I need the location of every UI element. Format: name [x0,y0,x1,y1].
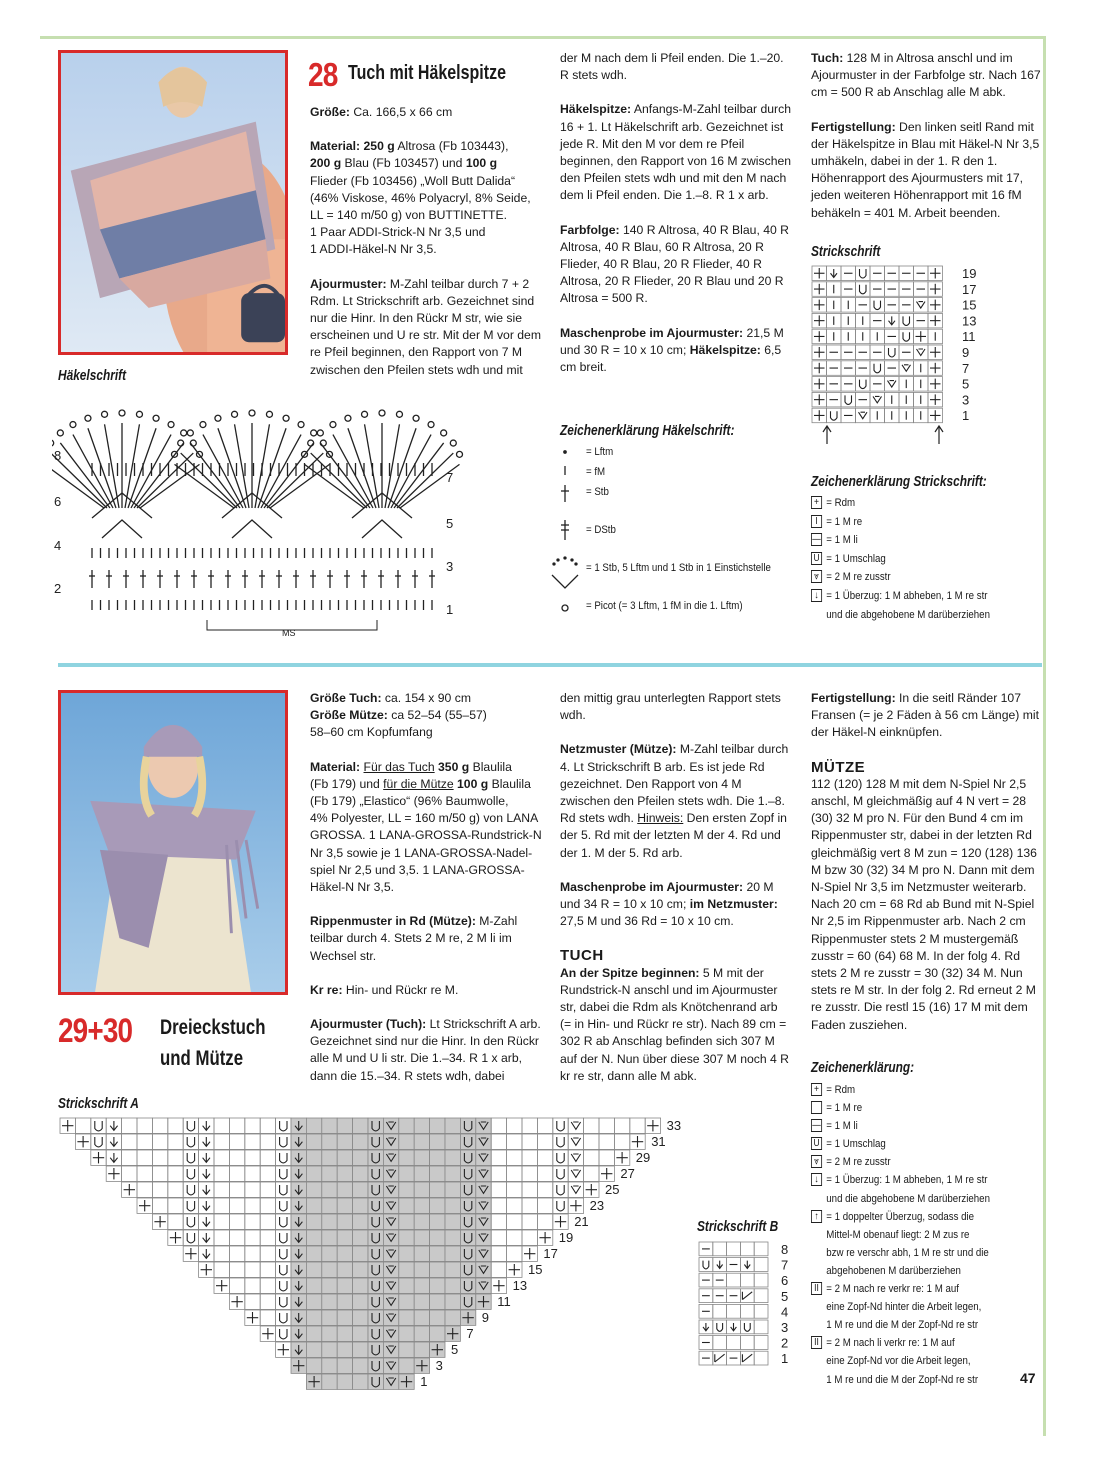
legend-text: 1 M re und die M der Zopf-Nd re str [826,1373,979,1386]
legend-row [811,1352,1015,1370]
legend-text: = 2 M re zusstr [826,1156,891,1169]
svg-text:1: 1 [962,408,970,424]
pattern2930-column-2: den mittig grau unterlegten Rapport stets wdh. Netzmuster (Mütze): M-Zahl teilbar durch 4. Lt Strickschrift B arb. Es ist jede Rd gezeichnet. Den Rapport von 4 M zwischen den Pfeilen stets wdh. Die 1.–8. Rd stets wdh. Hinweis: Den ersten Zopf in der 5. Rd mit der letzten M der 4. Rd und der 1. M der 5. Rd arb. Maschenprobe im Ajourmuster: 20 M und 34 R = 10 x 10 cm; im Netzmuster: 27,5 M und 36 Rd = 10 x 10 cm. TUCH An der Spitze beginnen: 5 M mit der Rundstrick-N anschl und im Ajourmuster str, dabei die Rdm als Knötchenrand arb (= in Hin- und Rückr re str). Nach 89 cm = 302 R ab Anschlag befinden sich 307 M auf der N. Nun über diese 307 M noch 4 R kr re str, dann alle M abk. [560,690,792,1102]
svg-text:7: 7 [962,360,970,376]
haekelschrift-diagram [52,388,472,643]
svg-text:25: 25 [605,1182,620,1197]
legend-2930 [811,1081,1015,1389]
photo-shawl-hat [58,690,288,995]
svg-text:9: 9 [481,1310,490,1325]
legend-row [811,1099,1015,1117]
svg-text:31: 31 [651,1134,666,1149]
svg-text:19: 19 [558,1230,574,1245]
tuch-heading: TUCH [560,947,604,965]
legend-symbol: + [811,1083,822,1096]
page-number: 47 [1020,1370,1036,1386]
legend-text: und die abgehobene M darüberziehen [826,1192,990,1205]
svg-text:9: 9 [962,345,970,360]
row-label-4: 4 [54,538,62,553]
row-label-7: 7 [446,470,454,485]
svg-text:33: 33 [666,1118,682,1133]
svg-text:21: 21 [574,1214,589,1229]
legend-symbol: U [811,1137,822,1150]
svg-text:3: 3 [962,392,970,408]
svg-text:3: 3 [781,1320,789,1335]
svg-text:27: 27 [620,1166,635,1181]
svg-text:7: 7 [781,1257,789,1273]
legend-text: 1 M re und die M der Zopf-Nd re str [826,1319,979,1332]
pattern-title: Tuch mit Häkelspitze [348,62,506,84]
legend-symbol [811,1101,822,1114]
legend-text: = 1 Überzug: 1 M abheben, 1 M re str [826,1174,988,1187]
svg-text:11: 11 [962,329,976,345]
legend-symbol: — [812,1120,821,1132]
strickschrift-title: Strickschrift [811,244,881,260]
svg-text:4: 4 [781,1304,789,1320]
pattern28-column-2: der M nach dem li Pfeil enden. Die 1.–20. R stets wdh. Häkelspitze: Anfangs-M-Zahl teilbar durch 16 + 1. Lt Häkelschrift arb. Gezeichnet ist jede R. Mit den M vor dem re Pfeil beginnen, den Rapport von 16 M zwischen den Pfeilen stets wdh und mit den M nach dem li Pfeil enden. Die 1.–8. R 1 x arb. Farbfolge: 140 R Altrosa, 40 R Blau, 40 R Altrosa, 40 R Blau, 60 R Altrosa, 20 R Flieder, 40 R Blau, 20 R Flieder, 40 R Altrosa, 20 R Flieder, 20 R Blau und 20 R Altrosa = 500 R. Maschenprobe im Ajourmuster: 21,5 M und 30 R = 10 x 10 cm; Häkelspitze: 6,5 cm breit. [560,51,792,375]
legend-row [811,1190,1015,1208]
legend-row [811,1153,1015,1171]
svg-text:17: 17 [543,1246,558,1261]
legend-text: = Rdm [826,1084,856,1096]
ms-label: MS [282,628,296,638]
pattern2930-column-3: Fertigstellung: In die seitl Ränder 107 Fransen (= je 2 Fäden à 56 cm Länge) mit der Häkel-N einknüpfen. MÜTZE 112 (120) 128 M mit dem N-Spiel Nr 2,5 anschl, M gleichmäßig auf 4 N vert = 28 (30) 32 M pro N. Für den Bund 4 cm im Rippenmuster str, dabei in der letzten Rd gleichmäßig vert 8 M zun = 120 (128) 136 M bzw 30 (32) 34 M pro N. Dann mit dem N-Spiel Nr 3,5 im Netzmuster weiterarb. Nach 20 cm = 68 Rd ab Bund mit N-Spiel Nr 2,5 im Rippenmuster arb. Nach 2 cm Rippenmuster stets 2 M mustergemäß zusstr = 60 (64) 68 M. In der folg 4. Rd stets 2 M re zusstr = 30 (32) 34 M. Nun stets re M str. In der folg 2. Rd erneut 2 M re zusstr. Die restl 15 (16) 17 M mit dem Faden zusziehen. [811,690,1043,1051]
svg-text:1: 1 [781,1351,789,1367]
strickschrift-a-title: Strickschrift A [58,1096,139,1112]
legend-haekel: = Lftm = fM = Stb = DStb = 1 Stb, 5 Lftm und 1 Stb in 1 Einstichstelle = Picot (= 3 Lftm, 1 fM in die 1. Lftm) [586,446,771,612]
svg-text:7: 7 [466,1326,474,1341]
legend-row [811,1081,1015,1099]
svg-text:19: 19 [962,266,977,281]
legend-row [811,1298,1015,1316]
legend-row [811,1316,1015,1334]
svg-text:5: 5 [781,1288,789,1304]
pattern-number-2930: 29+30 [58,1012,133,1050]
legend-haekel-symbols [540,440,590,620]
legend-symbol: ↑ [811,1210,822,1223]
svg-text:17: 17 [962,281,977,297]
muetze-heading: MÜTZE [811,758,866,776]
haekelschrift-title: Häkelschrift [58,368,127,384]
legend-text: = 1 doppelter Überzug, sodass die [826,1210,975,1223]
legend-text: = 1 Umschlag [826,1138,886,1151]
svg-text:8: 8 [781,1242,789,1257]
legend-haekel-title: Zeichenerklärung Häkelschrift: [560,423,735,439]
legend-text: = 2 M nach re verkr re: 1 M auf [826,1283,959,1296]
legend-symbol: ↓ [811,1173,822,1186]
legend-row [811,1371,1015,1389]
strickschrift-28 [810,264,1000,449]
row-label-2: 2 [54,581,62,596]
svg-text:2: 2 [781,1335,789,1351]
legend-text: = 1 M re [826,1102,863,1115]
section-divider [58,663,1042,667]
legend-text: abgehobenen M darüberziehen [826,1264,961,1277]
row-label-3: 3 [446,559,454,574]
legend-text: Mittel-M obenauf liegt: 2 M zus re [826,1228,970,1241]
legend-symbol: II [811,1282,822,1295]
legend-text: = 2 M nach li verkr re: 1 M auf [826,1337,955,1350]
legend-row [811,1171,1015,1189]
row-label-8: 8 [54,448,62,463]
legend-text: bzw re verschr abh, 1 M re str und die [826,1246,989,1259]
legend-strick-title: Zeichenerklärung Strickschrift: [811,474,987,490]
legend-row [811,1135,1015,1153]
photo-shawl-pink [58,50,288,355]
pattern-number: 28 [308,56,338,93]
svg-text:6: 6 [781,1273,789,1289]
legend-text: eine Zopf-Nd vor die Arbeit legen, [826,1355,971,1368]
row-label-5: 5 [446,516,454,531]
legend-row [811,1208,1015,1226]
legend-row [811,1280,1015,1298]
svg-text:11: 11 [497,1294,511,1309]
pattern28-column-3: Tuch: 128 M in Altrosa anschl und im Ajourmuster in der Farbfolge str. Nach 167 cm = 500 R ab Anschlag alle M abk. Fertigstellung: Den linken seitl Rand mit der Häkelspitze in Blau mit Häkel-N Nr 3,5 umhäkeln, dabei in der 1. R den 1. Höhenrapport des Ajourmusters mit 17, jeden weiteren Höhenrapport mit 16 fM behäkeln = 401 M. Arbeit beenden. [811,51,1041,220]
svg-text:1: 1 [420,1374,428,1389]
legend-text: eine Zopf-Nd hinter die Arbeit legen, [826,1301,982,1314]
legend-2930-title: Zeichenerklärung: [811,1060,915,1076]
pattern28-column-1: Größe: Ca. 166,5 x 66 cm Material: 250 g Altrosa (Fb 103443), 200 g Blau (Fb 103457) und 100 g Flieder (Fb 103456) „Woll Butt Dalida“ (46% Viskose, 46% Polyacryl, 8% Seide, LL = 140 m/50 g) von BUTTINETTE. 1 Paar ADDI-Strick-N Nr 3,5 und 1 ADDI-Häkel-N Nr 3,5. Ajourmuster: M-Zahl teilbar durch 7 + 2 Rdm. Lt Strickschrift arb. Gezeichnet sind nur die Hinr. In den Rückr M str, wie sie erscheinen und U re str. Mit der M vor dem re Pfeil beginnen, den Rapport von 7 M zwischen den Pfeilen stets wdh und mit [310,105,541,377]
svg-text:29: 29 [635,1150,651,1165]
legend-row [811,1334,1015,1352]
svg-text:3: 3 [435,1358,443,1373]
svg-text:15: 15 [962,297,977,313]
strickschrift-b [697,1240,807,1375]
strickschrift-b-title: Strickschrift B [697,1219,779,1235]
legend-text: = 1 M li [826,1120,858,1133]
svg-text:23: 23 [589,1198,605,1213]
legend-row [811,1226,1015,1244]
legend-symbol: II [811,1336,822,1349]
legend-row [811,1244,1015,1262]
pattern2930-column-1: Größe Tuch: ca. 154 x 90 cm Größe Mütze: ca 52–54 (55–57) 58–60 cm Kopfumfang Material: Für das Tuch 350 g Blaulila (Fb 179) und für die Mütze 100 g Blaulila (Fb 179) „Elastico“ (96% Baumwolle, 4% Polyester, LL = 160 m/50 g) von LANA GROSSA. 1 LANA-GROSSA-Rundstrick-N Nr 3,5 sowie je 1 LANA-GROSSA-Nadel- spiel Nr 2,5 und 3,5. 1 LANA-GROSSA- Häkel-N Nr 3,5. Rippenmuster in Rd (Mütze): M-Zahl teilbar durch 4. Stets 2 M re, 2 M li im Wechsel str. Kr re: Hin- und Rückr re M. Ajourmuster (Tuch): Lt Strickschrift A arb. Gezeichnet sind nur die Hinr. In den Rückr alle M und U li str. Die 1.–34. R 1 x arb, dann die 15.–34. R stets wdh, dabei [310,691,542,1083]
legend-strick-28: + = Rdm I = 1 M re — = 1 M li U = 1 Umschlag ⩔ = 2 M re zusstr ↓ = 1 Überzug: 1 M abheben, 1 M re str und die abgehobene M darüberziehen [812,497,990,621]
row-label-1: 1 [446,602,454,617]
svg-text:5: 5 [962,376,970,392]
svg-text:5: 5 [451,1342,459,1357]
legend-row [811,1262,1015,1280]
pattern-title-2930-line2: und Mütze [160,1047,244,1070]
svg-text:13: 13 [512,1278,528,1293]
svg-text:13: 13 [962,313,977,329]
strickschrift-a [58,1116,708,1391]
svg-text:15: 15 [528,1262,543,1277]
legend-row [811,1117,1015,1135]
legend-symbol: ⩔ [811,1155,822,1168]
pattern-title-2930-line1: Dreieckstuch [160,1016,266,1039]
row-label-6: 6 [54,494,62,509]
